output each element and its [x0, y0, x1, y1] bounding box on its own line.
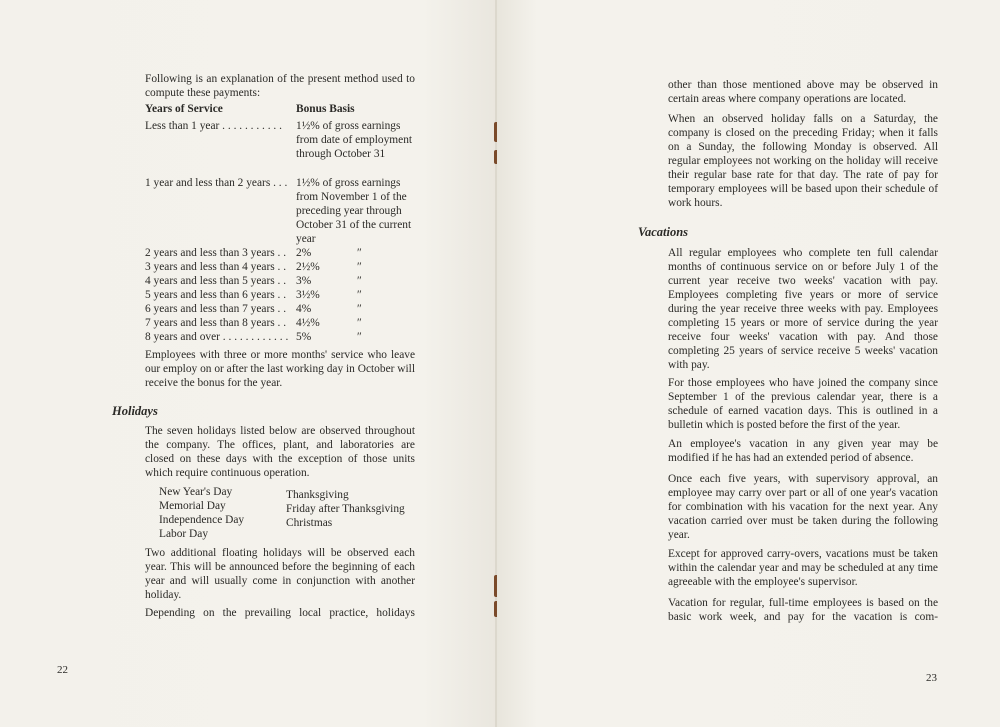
holidays-list-left [159, 485, 279, 541]
holiday-item: Friday after Thanksgiving [286, 503, 405, 515]
holiday-item: Thanksgiving [286, 489, 349, 501]
holiday-item: Independence Day [159, 514, 245, 526]
ditto-mark: ″ [357, 261, 362, 273]
bonus-note-text: Employees with three or more months' service who leave our employ on or after the last working day in October will receive the bonus for the year. [145, 349, 415, 389]
vacations-paragraph-4-text: Once each five years, with supervisory approval, an employee may carry over part or all of one year's vacation for combination with his vacation for the next year. Any vacation carried over must be taken during the following year. [668, 473, 938, 541]
row-years: Less than 1 year . . . . . . . . . . . [145, 120, 282, 132]
holidays-paragraph-1-text: The seven holidays listed below are observed throughout the company. The offices, plant, and laboratories are closed on these days with the exception of those units which require continuous operation. [145, 425, 415, 479]
row-years: 7 years and less than 8 years . . [145, 317, 287, 329]
intro-paragraph [145, 72, 415, 100]
row-basis: 1½% of gross earnings from November 1 of the preceding year through October 31 of the current year [296, 177, 412, 245]
vacations-paragraph-4 [668, 472, 938, 542]
holidays-paragraph-2-text: Two additional floating holidays will be observed each year. This will be announced before the beginning of each year and will usually come in conjunction with another holiday. [145, 547, 415, 601]
right-paragraph-2 [668, 112, 938, 210]
row-basis: 3% [296, 275, 312, 287]
right-paragraph-1 [668, 78, 938, 106]
vacations-heading: Vacations [638, 225, 689, 239]
left-page [0, 0, 497, 727]
row-years: 1 year and less than 2 years . . . [145, 177, 288, 189]
row-years: 4 years and less than 5 years . . [145, 275, 287, 287]
holidays-paragraph-1 [145, 424, 415, 480]
vacations-paragraph-1 [668, 246, 938, 372]
bonus-note [145, 348, 415, 390]
page-number: 22 [57, 664, 68, 676]
vacations-paragraph-6 [668, 596, 938, 624]
holidays-paragraph-3 [145, 606, 415, 620]
vacations-paragraph-5-text: Except for approved carry-overs, vacations must be taken within the calendar year and may be scheduled at any time agreeable with the employee's supervisor. [668, 548, 938, 588]
row-basis: 4% [296, 303, 312, 315]
holidays-heading: Holidays [112, 404, 158, 418]
vacations-paragraph-2 [668, 376, 938, 432]
ditto-mark: ″ [357, 275, 362, 287]
row-years: 5 years and less than 6 years . . [145, 289, 287, 301]
holidays-paragraph-3-text: Depending on the prevailing local practice, holidays [145, 607, 415, 619]
row-years: 6 years and less than 7 years . . [145, 303, 287, 315]
right-paragraph-2-text: When an observed holiday falls on a Saturday, the company is closed on the preceding Friday; when it falls on a Sunday, the following Monday is observed. All regular employees not working on the holiday will receive their regular base rate for that day. The rate of pay for temporary employees will be based upon their schedule of work hours. [668, 113, 938, 209]
row-basis: 1½% of gross earnings from date of employment through October 31 [296, 120, 413, 160]
ditto-mark: ″ [357, 331, 362, 343]
row-years: 3 years and less than 4 years . . [145, 261, 287, 273]
ditto-mark: ″ [357, 317, 362, 329]
vacations-paragraph-3-text: An employee's vacation in any given year may be modified if he has had an extended period of absence. [668, 438, 938, 464]
row-basis: 2½% [296, 261, 320, 273]
vacations-paragraph-3 [668, 437, 938, 465]
right-paragraph-1-text: other than those mentioned above may be observed in certain areas where company operations are located. [668, 79, 938, 105]
row-basis: 3½% [296, 289, 320, 301]
row-years: 2 years and less than 3 years . . [145, 247, 287, 259]
holiday-item: New Year's Day [159, 486, 233, 498]
vacations-paragraph-1-text: All regular employees who complete ten full calendar months of continuous service on or before July 1 of the current year receive two weeks' vacation with pay. Employees completing five years or more of service during the year receive three weeks with pay. Employees completing 15 years or more of service during the year receive four weeks' vacation with pay. And those completing 25 years of service receive 5 weeks' vacation with pay. [668, 247, 938, 371]
page-number: 23 [926, 672, 937, 684]
row-basis: 5% [296, 331, 312, 343]
holiday-item: Memorial Day [159, 500, 226, 512]
right-page [497, 0, 1000, 727]
header-years-of-service: Years of Service [145, 103, 223, 115]
intro-text: Following is an explanation of the present method used to compute these payments: [145, 73, 415, 99]
holidays-paragraph-2 [145, 546, 415, 602]
row-basis: 2% [296, 247, 312, 259]
ditto-mark: ″ [357, 247, 362, 259]
header-bonus-basis: Bonus Basis [296, 103, 355, 115]
ditto-mark: ″ [357, 303, 362, 315]
holiday-item: Labor Day [159, 528, 209, 540]
vacations-paragraph-2-text: For those employees who have joined the company since September 1 of the previous calendar year, there is a schedule of earned vacation days. This is outlined in a bulletin which is posted before the first of the year. [668, 377, 938, 431]
ditto-mark: ″ [357, 289, 362, 301]
holidays-list-right [286, 488, 421, 530]
row-basis: 4½% [296, 317, 320, 329]
row-years: 8 years and over . . . . . . . . . . . . [145, 331, 289, 343]
vacations-paragraph-6-text: Vacation for regular, full-time employees is based on the basic work week, and pay for the vacation is com- [668, 597, 938, 623]
vacations-paragraph-5 [668, 547, 938, 589]
holiday-item: Christmas [286, 517, 333, 529]
